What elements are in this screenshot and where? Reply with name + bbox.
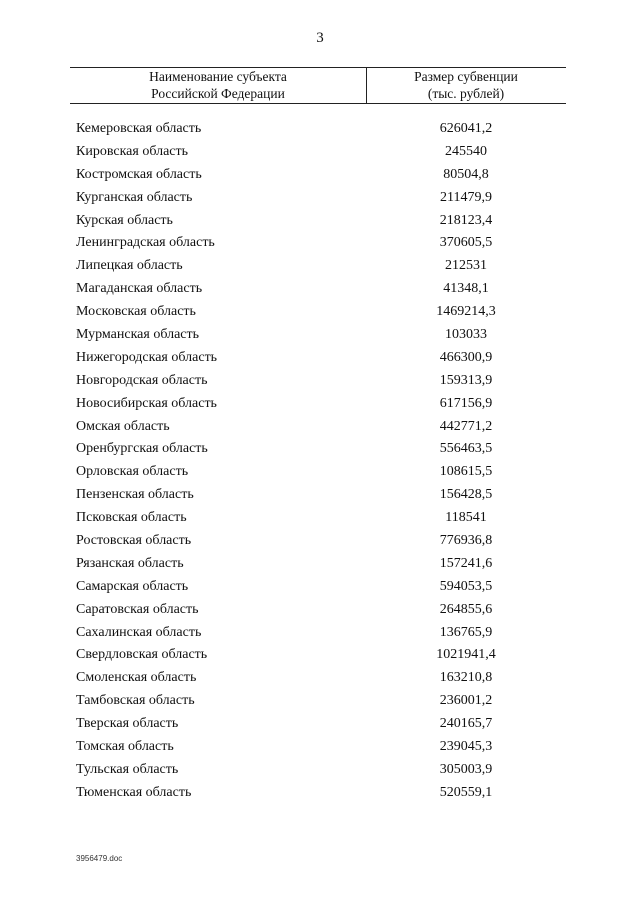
document-id: 3956479.doc [76,854,123,863]
region-name: Пензенская область [76,487,194,503]
page-number: 3 [316,30,324,46]
table-row [0,416,640,439]
table-row [0,370,640,393]
subvention-amount: 163210,8 [439,670,493,686]
region-name: Смоленская область [76,670,197,686]
table-row [0,507,640,530]
region-name: Ростовская область [76,533,192,549]
subvention-amount: 156428,5 [439,487,493,503]
table-row [0,622,640,645]
table-row [0,576,640,599]
table-header-bottom-rule [70,103,566,104]
region-name: Московская область [76,304,196,320]
subvention-amount: 776936,8 [439,533,493,549]
table-row [0,210,640,233]
subvention-amount: 617156,9 [439,395,493,411]
header-subvention-amount-line1: Размер субвенции [414,69,518,84]
table-body [0,118,640,805]
region-name: Омская область [76,418,170,434]
region-name: Курская область [76,212,173,228]
subvention-amount: 520559,1 [439,784,493,800]
table-row [0,301,640,324]
subvention-amount: 239045,3 [439,739,493,755]
table-row [0,667,640,690]
table-row [0,553,640,576]
subvention-amount: 103033 [445,327,487,343]
region-name: Рязанская область [76,555,184,571]
subvention-amount: 626041,2 [439,121,493,136]
table-row [0,255,640,278]
table-row [0,232,640,255]
region-name: Тамбовская область [76,693,195,709]
region-name: Орловская область [76,464,189,480]
region-name: Свердловская область [76,647,208,663]
subvention-amount: 466300,9 [439,349,493,365]
table-row [0,118,640,141]
table-row [0,484,640,507]
table-row [0,461,640,484]
subvention-amount: 305003,9 [439,761,493,777]
subvention-amount: 594053,5 [439,578,493,594]
region-name: Сахалинская область [76,624,202,640]
table-row [0,347,640,370]
header-region-name-line2: Российской Федерации [151,86,285,101]
region-name: Саратовская область [76,601,199,617]
table-row [0,782,640,805]
region-name: Псковская область [76,510,187,526]
table-row [0,278,640,301]
subvention-amount: 240165,7 [439,716,493,732]
subvention-amount: 212531 [445,258,487,274]
header-region-name-line1: Наименование субъекта [149,69,287,84]
region-name: Костромская область [76,166,202,182]
table-row [0,438,640,461]
table-row [0,713,640,736]
region-name: Мурманская область [76,327,200,343]
subvention-amount: 556463,5 [439,441,493,457]
header-subvention-amount [366,68,566,102]
subvention-amount: 442771,2 [439,418,493,434]
subvention-amount: 236001,2 [439,693,493,709]
table-row [0,324,640,347]
region-name: Тюменская область [76,784,192,800]
subvention-amount: 80504,8 [443,166,489,182]
table-row [0,164,640,187]
subvention-amount: 1469214,3 [436,304,496,320]
region-name: Кемеровская область [76,121,202,136]
region-name: Магаданская область [76,281,203,297]
table-row [0,141,640,164]
table-row [0,759,640,782]
region-name: Тверская область [76,716,179,732]
region-name: Липецкая область [76,258,183,274]
header-region-name [70,68,366,102]
table-row [0,736,640,759]
subvention-amount: 136765,9 [439,624,493,640]
header-subvention-amount-line2: (тыс. рублей) [427,86,505,101]
table-row [0,599,640,622]
subvention-amount: 41348,1 [443,281,489,297]
region-name: Кировская область [76,143,189,159]
region-name: Нижегородская область [76,349,218,365]
region-name: Курганская область [76,189,193,205]
region-name: Томская область [76,739,174,755]
subvention-amount: 108615,5 [439,464,493,480]
table-row [0,530,640,553]
region-name: Новосибирская область [76,395,217,411]
table-row [0,187,640,210]
subvention-amount: 370605,5 [439,235,493,251]
region-name: Самарская область [76,578,189,594]
region-name: Тульская область [76,761,179,777]
subvention-amount: 118541 [445,510,487,526]
subvention-amount: 1021941,4 [436,647,496,663]
table-row [0,644,640,667]
table-row [0,690,640,713]
table-row [0,393,640,416]
subvention-amount: 157241,6 [439,555,493,571]
subvention-amount: 264855,6 [439,601,493,617]
subvention-amount: 245540 [445,143,487,159]
region-name: Новгородская область [76,372,208,388]
subvention-amount: 159313,9 [439,372,493,388]
subvention-amount: 211479,9 [440,189,492,205]
region-name: Ленинградская область [76,235,215,251]
subvention-amount: 218123,4 [439,212,493,228]
region-name: Оренбургская область [76,441,208,457]
